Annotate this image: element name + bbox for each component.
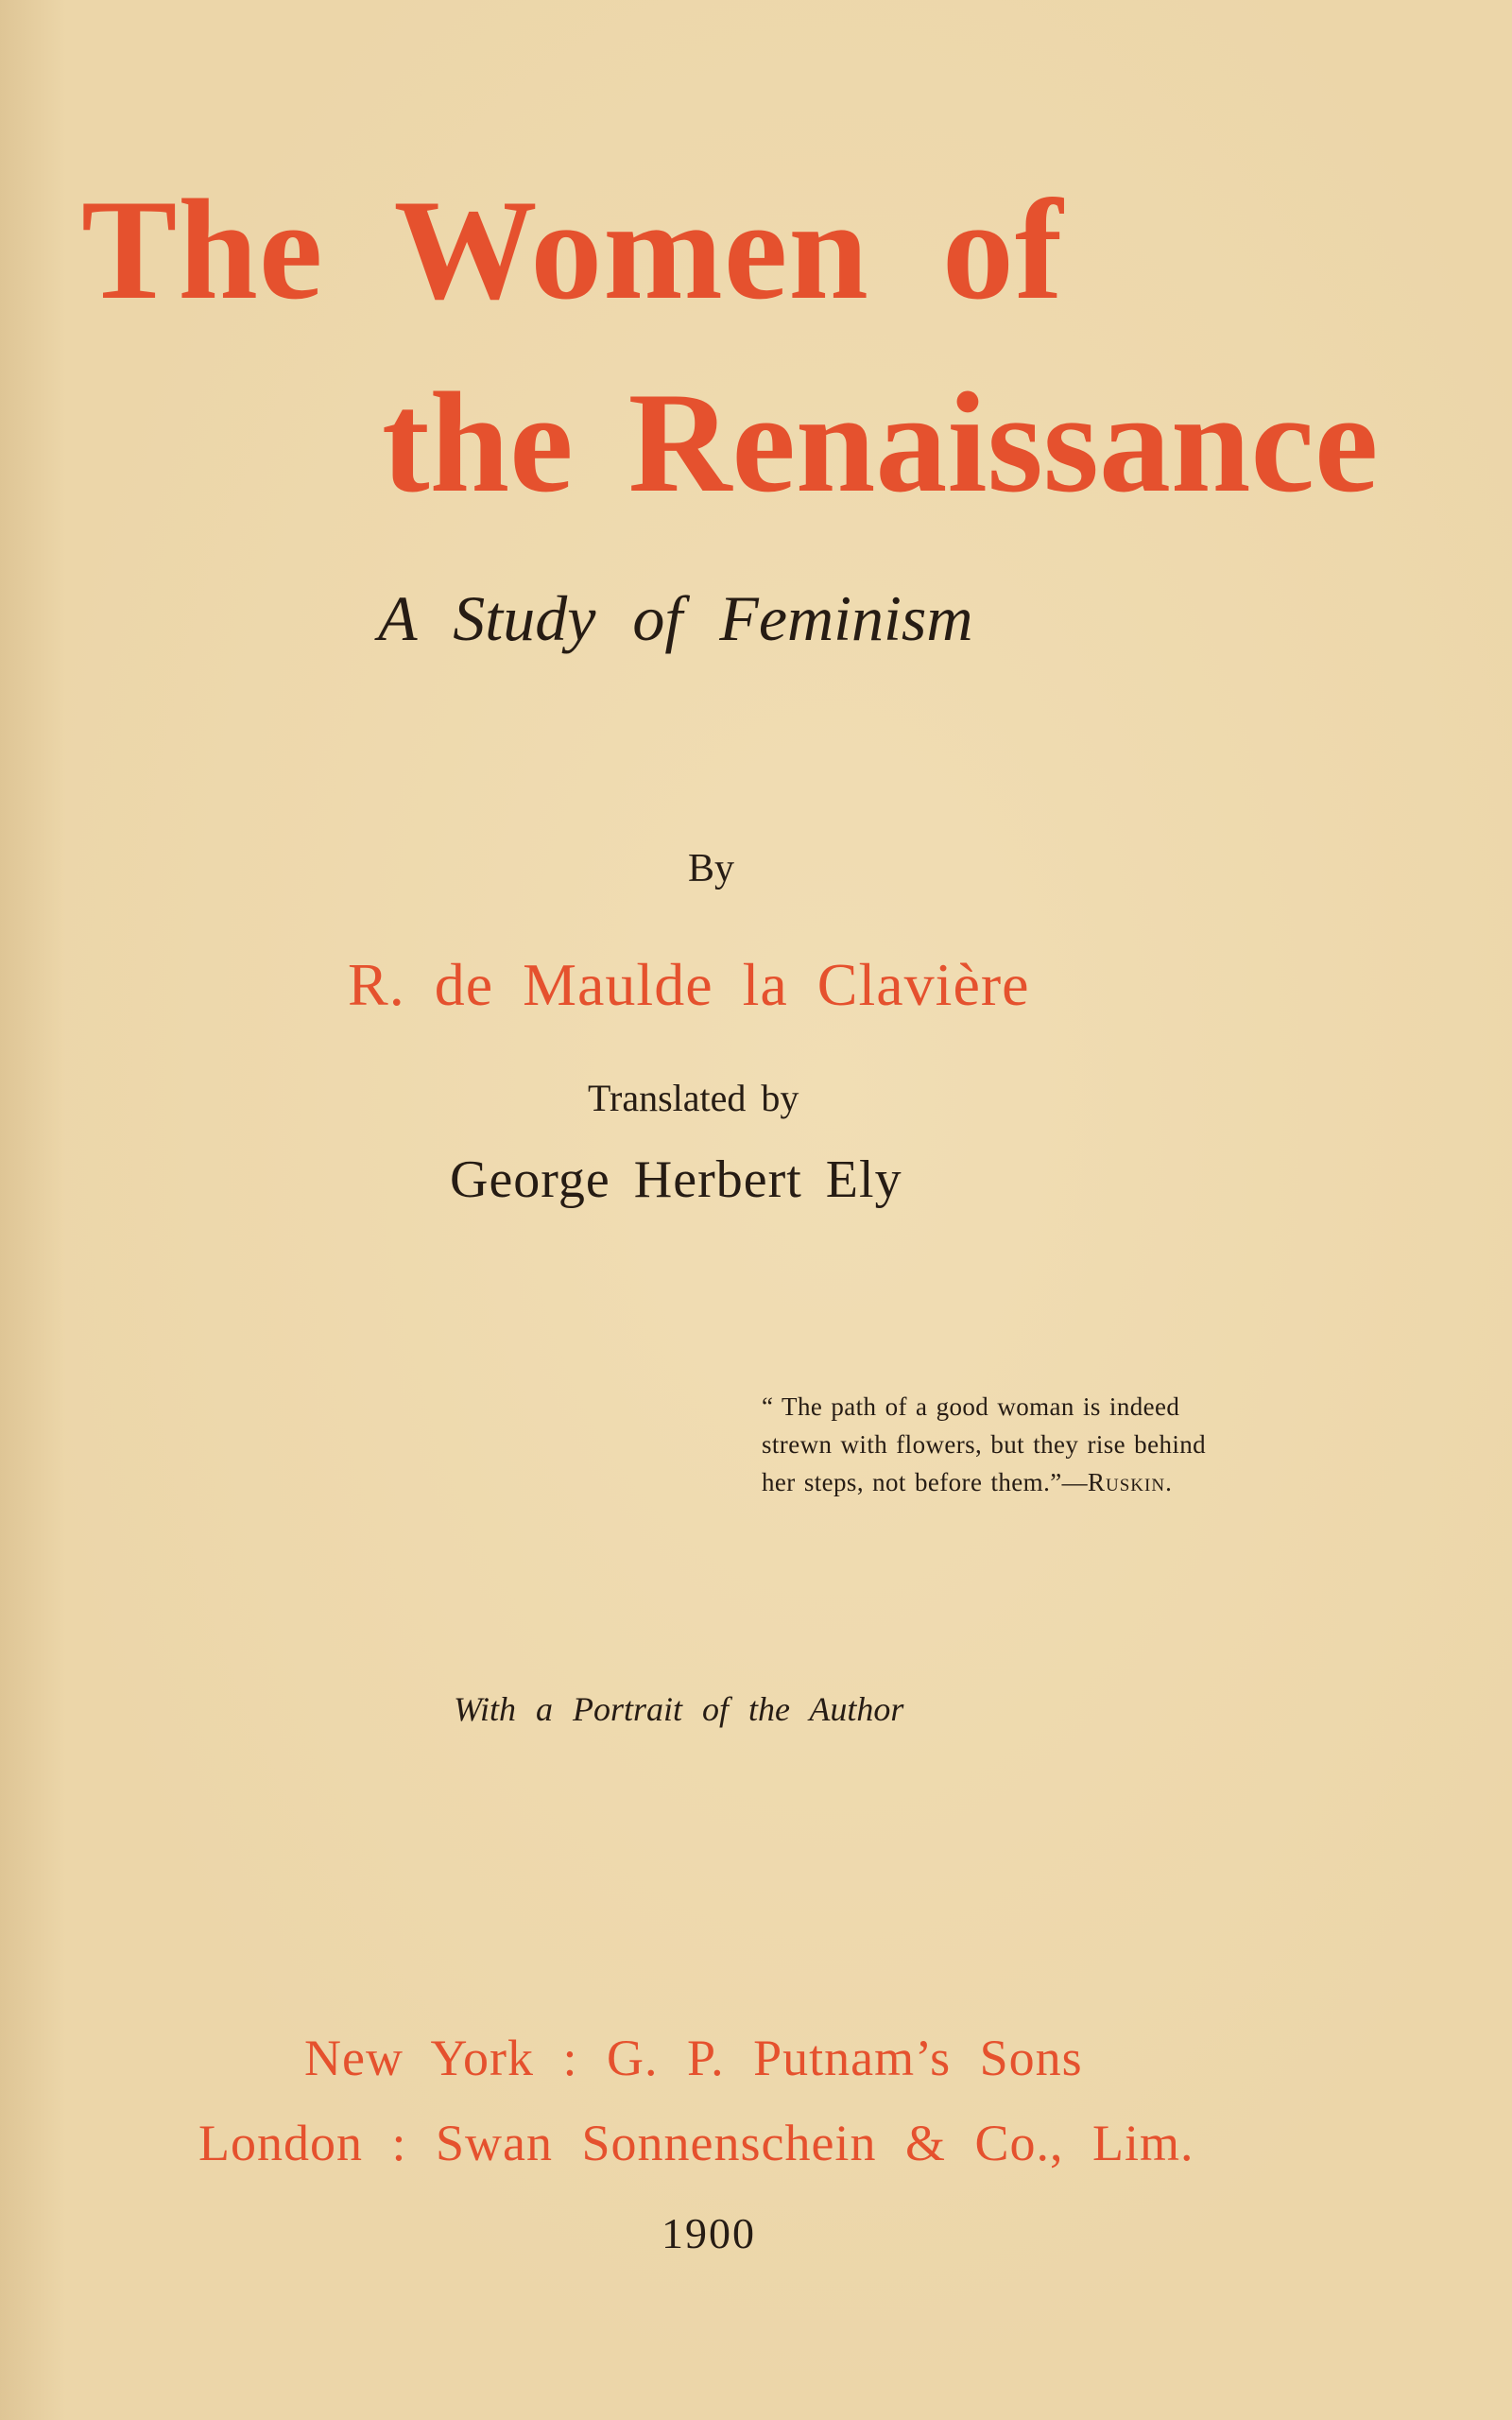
imprint-london: London : Swan Sonnenschein & Co., Lim. xyxy=(198,2115,1194,2171)
subtitle: A Study of Feminism xyxy=(378,582,973,654)
epigraph-line-1: “ The path of a good woman is indeed xyxy=(762,1392,1180,1421)
title-line-2: the Renaissance xyxy=(382,363,1379,522)
title-line-1: The Women of xyxy=(81,170,1064,329)
publication-year: 1900 xyxy=(662,2209,756,2257)
epigraph xyxy=(762,1388,1329,1501)
portrait-note: With a Portrait of the Author xyxy=(454,1690,904,1728)
epigraph-line-3 xyxy=(762,1463,1329,1501)
by-label: By xyxy=(688,847,735,890)
author-name: R. de Maulde la Clavière xyxy=(348,951,1030,1018)
epigraph-line-3-text: her steps, not before them.”— xyxy=(762,1468,1088,1496)
translated-by-label: Translated by xyxy=(588,1077,799,1119)
epigraph-attribution: Ruskin. xyxy=(1088,1468,1173,1496)
translator-name: George Herbert Ely xyxy=(450,1150,902,1209)
epigraph-line-2: strewn with flowers, but they rise behind xyxy=(762,1430,1207,1459)
imprint-new-york: New York : G. P. Putnam’s Sons xyxy=(304,2030,1083,2086)
